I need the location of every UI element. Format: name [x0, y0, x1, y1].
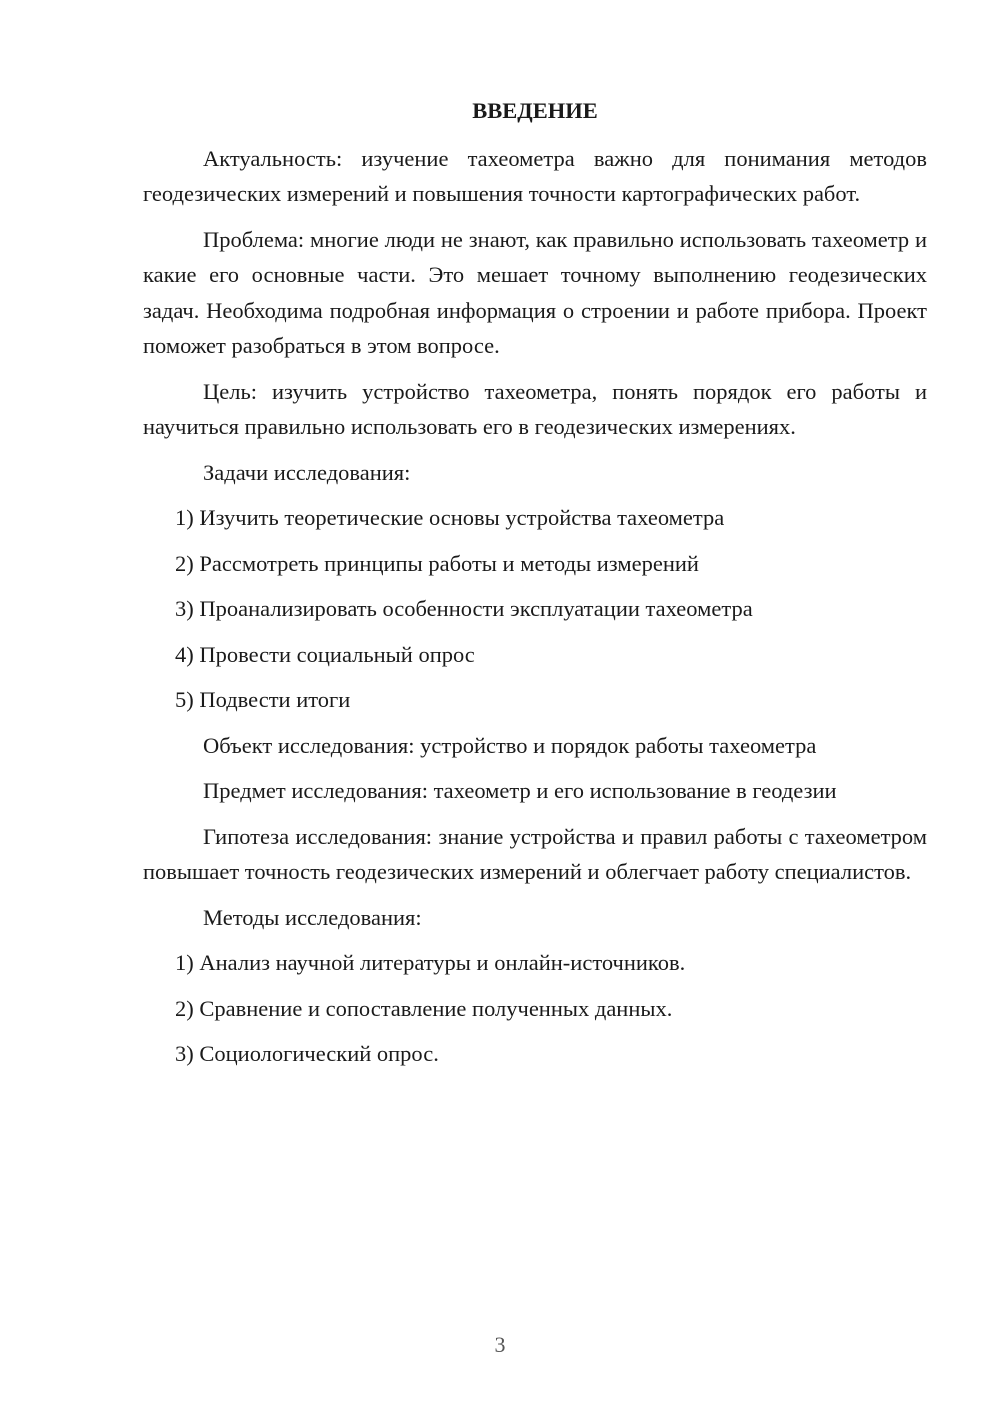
task-item: 4) Провести социальный опрос: [175, 641, 475, 667]
section-heading: ВВЕДЕНИЕ: [472, 98, 598, 123]
relevance-paragraph: Актуальность: изучение тахеометра важно для понимания методов геодезических измерений и повышения точности картографических работ.: [143, 145, 927, 206]
object-line: Объект исследования: устройство и порядок работы тахеометра: [203, 732, 817, 758]
problem-paragraph: Проблема: многие люди не знают, как правильно использовать тахеометр и какие его основные части. Это мешает точному выполнению геодезических задач. Необходима подробная информация о строении и работе прибора. Проект поможет разобраться в этом вопросе.: [143, 226, 927, 358]
goal-paragraph: Цель: изучить устройство тахеометра, понять порядок его работы и научиться правильно использовать его в геодезических измерениях.: [143, 378, 927, 439]
page-content: [143, 93, 927, 1082]
method-item: 2) Сравнение и сопоставление полученных данных.: [175, 995, 673, 1021]
method-item: 1) Анализ научной литературы и онлайн-источников.: [175, 950, 686, 975]
methods-title: Методы исследования:: [203, 904, 422, 930]
subject-line: Предмет исследования: тахеометр и его использование в геодезии: [203, 778, 837, 803]
tasks-title: Задачи исследования:: [203, 459, 411, 485]
method-item: 3) Социологический опрос.: [175, 1041, 439, 1066]
task-item: 5) Подвести итоги: [175, 687, 351, 712]
page-number: 3: [494, 1332, 506, 1357]
task-item: 2) Рассмотреть принципы работы и методы измерений: [175, 550, 699, 576]
task-item: 1) Изучить теоретические основы устройства тахеометра: [175, 505, 725, 530]
hypothesis-paragraph: Гипотеза исследования: знание устройства и правил работы с тахеометром повышает точность геодезических измерений и облегчает работу специалистов.: [143, 823, 927, 884]
task-item: 3) Проанализировать особенности эксплуатации тахеометра: [175, 596, 753, 621]
